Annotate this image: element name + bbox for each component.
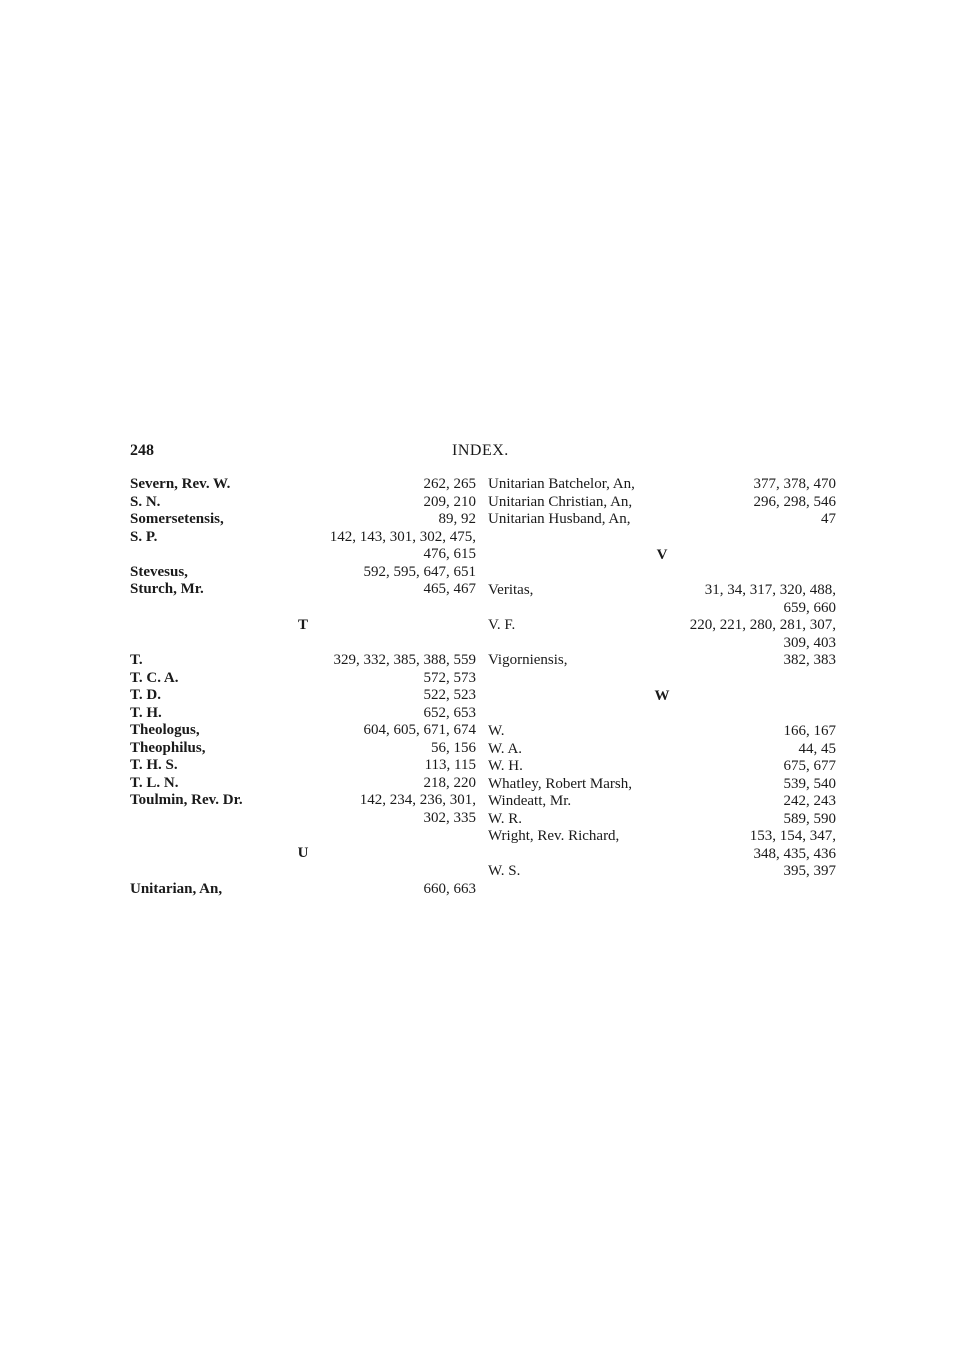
entry-name: T. H.: [130, 704, 162, 721]
entry-pages: 589, 590: [783, 810, 836, 827]
entry-pages: 465, 467: [423, 581, 476, 597]
entry-pages: 142, 234, 236, 301, 302, 335: [359, 792, 476, 826]
entry-name: Severn, Rev. W.: [130, 476, 231, 492]
entry-pages: 153, 154, 347, 348, 435, 436: [749, 828, 836, 862]
index-entry: [488, 511, 836, 529]
left-column: [130, 476, 476, 898]
entry-name: T. L. N.: [130, 774, 179, 791]
entry-name: T.: [130, 652, 143, 668]
entry-pages: 113, 115: [424, 757, 476, 773]
index-entry: [130, 775, 476, 793]
index-entry: [488, 652, 836, 670]
index-entry: [488, 494, 836, 512]
entry-name: Wright, Rev. Richard,: [488, 828, 620, 844]
entry-name: T. H. S.: [130, 757, 178, 773]
entry-name: Unitarian Husband, An,: [488, 511, 631, 527]
entry-pages: 675, 677: [783, 758, 836, 774]
entries-v: [488, 582, 836, 670]
entries-unitarian: [488, 476, 836, 529]
entries-t: [130, 652, 476, 827]
index-entry: [488, 828, 836, 863]
entry-name: Somersetensis,: [130, 511, 224, 527]
entry-pages: 89, 92: [438, 511, 476, 527]
index-entry: [130, 670, 476, 688]
entry-pages: 218, 220: [423, 774, 476, 791]
entry-name: W. H.: [488, 758, 523, 774]
page-number: 248: [130, 442, 154, 459]
index-entry: [130, 881, 476, 899]
index-page: [130, 442, 836, 897]
entries-w: [488, 723, 836, 881]
entry-name: Theologus,: [130, 722, 200, 738]
entry-name: Sturch, Mr.: [130, 581, 204, 597]
entry-name: Veritas,: [488, 582, 534, 598]
entry-name: Theophilus,: [130, 739, 206, 756]
entry-name: S. P.: [130, 528, 158, 545]
index-entry: [130, 722, 476, 740]
index-entry: [130, 511, 476, 529]
right-column: [488, 476, 836, 881]
entry-name: Vigorniensis,: [488, 652, 568, 668]
entry-name: Unitarian, An,: [130, 880, 223, 897]
entry-pages: 382, 383: [783, 652, 836, 668]
entry-name: Unitarian Batchelor, An,: [488, 476, 635, 492]
index-entry: [130, 529, 476, 564]
index-entry: [130, 705, 476, 723]
entry-name: T. C. A.: [130, 669, 179, 686]
entry-pages: 522, 523: [423, 687, 476, 703]
section-letter-t: T: [297, 616, 308, 633]
entry-pages: 31, 34, 317, 320, 488, 659, 660: [704, 582, 836, 616]
entry-name: Unitarian Christian, An,: [488, 493, 633, 510]
index-entry: [130, 494, 476, 512]
entry-name: W. R.: [488, 810, 523, 827]
section-letter-u: U: [297, 845, 309, 861]
entry-pages: 166, 167: [783, 723, 836, 739]
index-entry: [488, 758, 836, 776]
index-entry: [488, 723, 836, 741]
index-entry: [130, 476, 476, 494]
section-letter-v: V: [656, 546, 668, 563]
page-title: INDEX.: [452, 442, 509, 459]
entry-pages: 592, 595, 647, 651: [363, 563, 476, 580]
entry-pages: 652, 653: [423, 704, 476, 721]
entry-pages: 572, 573: [423, 669, 476, 686]
entry-pages: 377, 378, 470: [753, 476, 836, 492]
entry-name: Whatley, Robert Marsh,: [488, 775, 632, 792]
index-entry: [130, 687, 476, 705]
index-entry: [488, 863, 836, 881]
page-header: [130, 442, 836, 476]
index-entry: [488, 741, 836, 759]
entry-pages: 262, 265: [423, 476, 476, 492]
entry-pages: 220, 221, 280, 281, 307, 309, 403: [689, 617, 836, 651]
entry-pages: 209, 210: [423, 493, 476, 510]
entry-pages: 242, 243: [783, 793, 836, 809]
entry-pages: 604, 605, 671, 674: [363, 722, 476, 738]
index-entry: [488, 617, 836, 652]
index-entry: [130, 564, 476, 582]
index-entry: [130, 757, 476, 775]
entry-name: S. N.: [130, 493, 161, 510]
entry-name: W. S.: [488, 863, 521, 879]
entry-pages: 395, 397: [783, 863, 836, 879]
entry-pages: 329, 332, 385, 388, 559: [333, 652, 476, 668]
index-entry: [130, 740, 476, 758]
entry-name: Toulmin, Rev. Dr.: [130, 792, 243, 808]
entry-pages: 142, 143, 301, 302, 475, 476, 615: [329, 528, 476, 562]
entry-name: Stevesus,: [130, 563, 188, 580]
entry-pages: 44, 45: [798, 740, 836, 757]
index-entry: [488, 582, 836, 617]
entry-name: V. F.: [488, 617, 516, 633]
entry-pages: 539, 540: [783, 775, 836, 792]
index-entry: [488, 476, 836, 494]
entry-name: Windeatt, Mr.: [488, 793, 572, 809]
index-entry: [130, 581, 476, 599]
entries-s: [130, 476, 476, 599]
index-entry: [488, 811, 836, 829]
entry-name: W.: [488, 723, 505, 739]
index-entry: [488, 776, 836, 794]
section-letter-w: W: [654, 687, 670, 704]
index-entry: [130, 792, 476, 827]
entry-pages: 47: [821, 511, 836, 527]
entry-pages: 296, 298, 546: [753, 493, 836, 510]
entry-name: T. D.: [130, 687, 161, 703]
entry-pages: 56, 156: [431, 739, 476, 756]
index-entry: [130, 652, 476, 670]
entry-name: W. A.: [488, 740, 523, 757]
entries-u: [130, 881, 476, 899]
index-entry: [488, 793, 836, 811]
entry-pages: 660, 663: [423, 880, 476, 897]
